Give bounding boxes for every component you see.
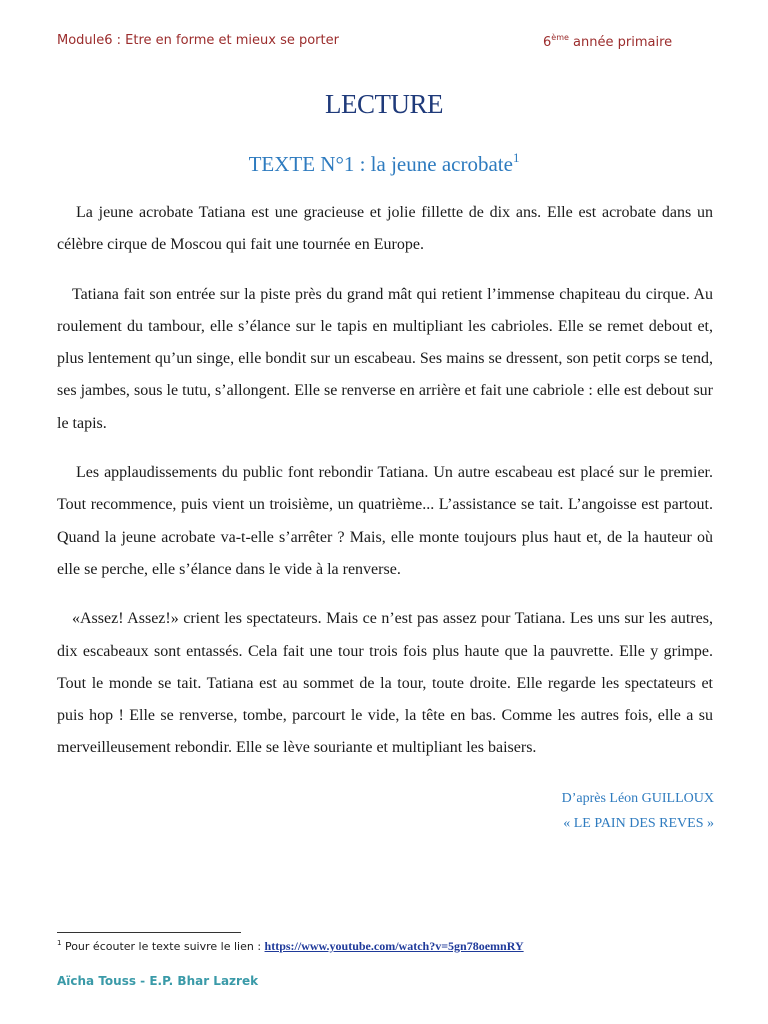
header-grade [543, 33, 672, 50]
grade-superscript: ème [551, 33, 569, 42]
footnote-divider [57, 932, 241, 933]
footer-author: Aïcha Touss - E.P. Bhar Lazrek [57, 974, 259, 988]
footnote [57, 939, 524, 954]
youtube-link[interactable]: https://www.youtube.com/watch?v=5gn78oemnRY [264, 939, 524, 953]
attribution-work: « LE PAIN DES REVES » [563, 816, 714, 831]
grade-label: année primaire [568, 35, 673, 50]
attribution-author: D’après Léon GUILLOUX [561, 791, 714, 806]
attribution [562, 786, 714, 836]
footnote-mark: 1 [57, 939, 62, 947]
grade-number: 6 [543, 35, 552, 50]
header-module: Module6 : Etre en forme et mieux se porter [57, 33, 339, 48]
page-title: LECTURE [325, 89, 443, 119]
paragraph-1: La jeune acrobate Tatiana est une gracieuse et jolie fillette de dix ans. Elle est acrobate dans un célèbre cirque de Moscou qui fait une tournée en Europe. [57, 204, 713, 254]
text-title-label: TEXTE N°1 : la jeune acrobate [248, 152, 513, 176]
paragraph-3: Les applaudissements du public font rebondir Tatiana. Un autre escabeau est placé sur le premier. Tout recommence, puis vient un troisième, un quatrième... L’assistance se tait. L’angoisse est partout. Quand la jeune acrobate va-t-elle s’arrêter ? Mais, elle monte toujours plus haut et, de la hauteur où elle se perche, elle s’élance dans le vide à la renverse. [57, 464, 713, 578]
title-footnote-mark[interactable]: 1 [512, 150, 520, 165]
text-title [0, 150, 768, 177]
paragraph-4: «Assez! Assez!» crient les spectateurs. Mais ce n’est pas assez pour Tatiana. Les uns sur les autres, dix escabeaux sont entassés. Cela fait une tour trois fois plus haute que la pauvrette. Elle y grimpe. Tout le monde se tait. Tatiana est au sommet de la tour, toute droite. Elle regarde les spectateurs et puis hop ! Elle se renverse, tombe, parcourt le vide, la tête en bas. Comme les autres fois, elle a su merveilleusement rebondir. Elle se lève souriante et multipliant les baisers. [57, 610, 713, 757]
paragraph-2: Tatiana fait son entrée sur la piste près du grand mât qui retient l’immense chapiteau du cirque. Au roulement du tambour, elle s’élance sur le tapis en multipliant les cabrioles. Elle se remet debout et, plus lentement qu’un singe, elle bondit sur un escabeau. Ses mains se dressent, son petit corps se tend, ses jambes, sous le tutu, s’allongent. Elle se renverse en arrière et fait une cabriole : elle est debout sur le tapis. [57, 285, 713, 432]
footnote-text: Pour écouter le texte suivre le lien : [61, 940, 265, 953]
reading-text [57, 197, 713, 782]
